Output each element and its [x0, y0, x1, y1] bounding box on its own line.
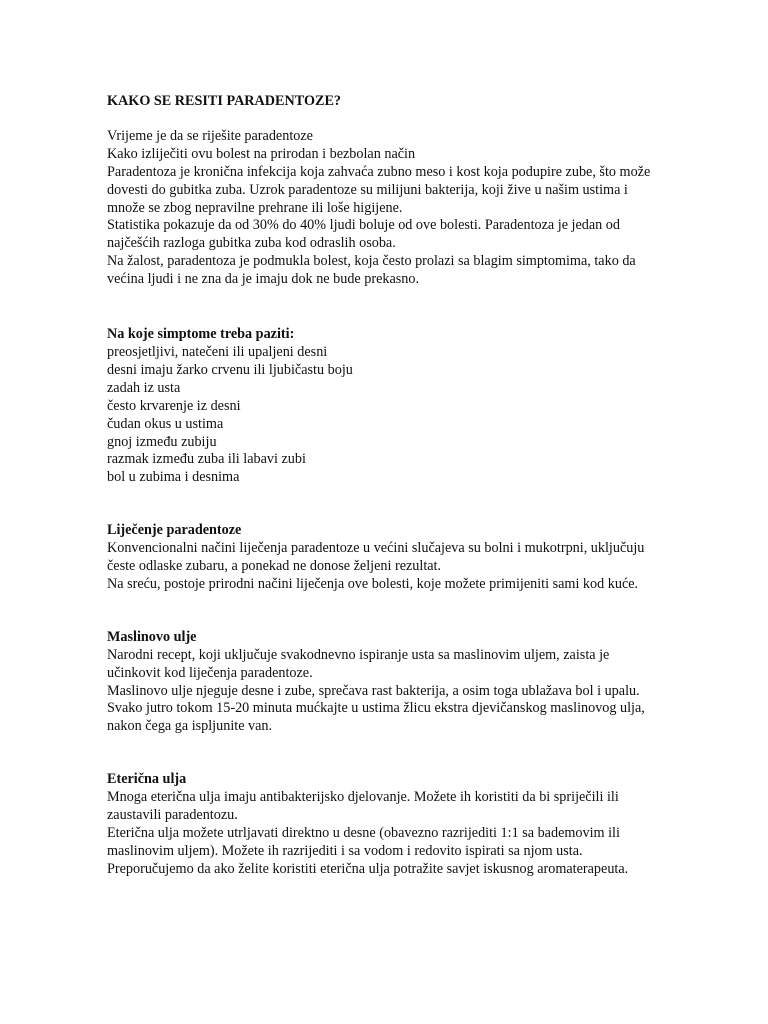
olive-oil-line: Maslinovo ulje njeguje desne i zube, sprečava rast bakterija, a osim toga ublažava bol i upalu.: [107, 682, 640, 699]
intro-section: [107, 128, 697, 289]
intro-line: množe se zbog nepravilne prehrane ili loše higijene.: [107, 199, 403, 216]
symptom-item: čudan okus u ustima: [107, 415, 224, 432]
intro-line: Na žalost, paradentoza je podmukla bolest, koja često prolazi sa blagim simptomima, tako da: [107, 253, 636, 270]
essential-oils-line: Preporučujemo da ako želite koristiti eterična ulja potražite savjet iskusnog aromaterapeuta.: [107, 860, 629, 877]
olive-oil-line: Svako jutro tokom 15-20 minuta mućkajte u ustima žlicu ekstra djevičanskog maslinovog ulja,: [107, 700, 645, 717]
intro-line: dovesti do gubitka zuba. Uzrok paradentoze su milijuni bakterija, koji žive u našim ustima i: [107, 181, 628, 198]
document-body: [107, 93, 697, 879]
olive-oil-line: nakon čega ga ispljunite van.: [107, 718, 273, 735]
olive-oil-line: učinkovit kod liječenja paradentoze.: [107, 664, 313, 681]
symptom-item: preosjetljivi, natečeni ili upaljeni desni: [107, 343, 328, 360]
treatment-line: Na sreću, postoje prirodni načini liječenja ove bolesti, koje možete primijeniti sami kod kuće.: [107, 575, 639, 592]
symptom-item: zadah iz usta: [107, 379, 181, 396]
document-title: KAKO SE RESITI PARADENTOZE?: [107, 93, 342, 109]
treatment-line: Konvencionalni načini liječenja paradentoze u većini slučajeva su bolni i mukotrpni, uključuju: [107, 540, 645, 557]
essential-oils-line: Mnoga eterična ulja imaju antibakterijsko djelovanje. Možete ih koristiti da bi spriječili ili: [107, 789, 619, 806]
intro-line: Kako izliječiti ovu bolest na prirodan i bezbolan način: [107, 145, 416, 162]
treatment-line: česte odlaske zubaru, a ponekad ne donose željeni rezultat.: [107, 558, 442, 575]
symptoms-heading: Na koje simptome treba paziti:: [107, 326, 295, 343]
olive-oil-heading: Maslinovo ulje: [107, 628, 197, 645]
intro-line: većina ljudi i ne zna da je imaju dok ne bude prekasno.: [107, 271, 420, 288]
essential-oils-section: [107, 771, 697, 878]
intro-line: Paradentoza je kronična infekcija koja zahvaća zubno meso i kost koja podupire zube, što može: [107, 163, 651, 180]
symptom-item: često krvarenje iz desni: [107, 397, 241, 414]
symptom-item: gnoj između zubiju: [107, 433, 217, 450]
intro-line: Statistika pokazuje da od 30% do 40% ljudi boluje od ove bolesti. Paradentoza je jedan od: [107, 217, 620, 234]
essential-oils-line: Eterična ulja možete utrljavati direktno u desne (obavezno razrijediti 1:1 sa bademovim ili: [107, 825, 620, 841]
essential-oils-line: maslinovim uljem). Možete ih razrijediti i sa vodom i redovito ispirati sa njom usta.: [107, 842, 583, 859]
treatment-section: [107, 522, 697, 594]
essential-oils-heading: Eterična ulja: [107, 771, 187, 788]
intro-line: najčešćih razloga gubitka zuba kod odraslih osoba.: [107, 235, 396, 252]
symptom-item: bol u zubima i desnima: [107, 469, 240, 486]
symptom-item: desni imaju žarko crvenu ili ljubičastu boju: [107, 361, 353, 378]
olive-oil-section: [107, 629, 697, 736]
olive-oil-line: Narodni recept, koji uključuje svakodnevno ispiranje usta sa maslinovim uljem, zaista je: [107, 646, 610, 663]
treatment-heading: Liječenje paradentoze: [107, 522, 242, 539]
symptom-item: razmak između zuba ili labavi zubi: [107, 451, 306, 468]
essential-oils-line: zaustavili paradentozu.: [107, 807, 238, 824]
symptoms-section: [107, 326, 697, 487]
intro-line: Vrijeme je da se riješite paradentoze: [107, 127, 313, 144]
